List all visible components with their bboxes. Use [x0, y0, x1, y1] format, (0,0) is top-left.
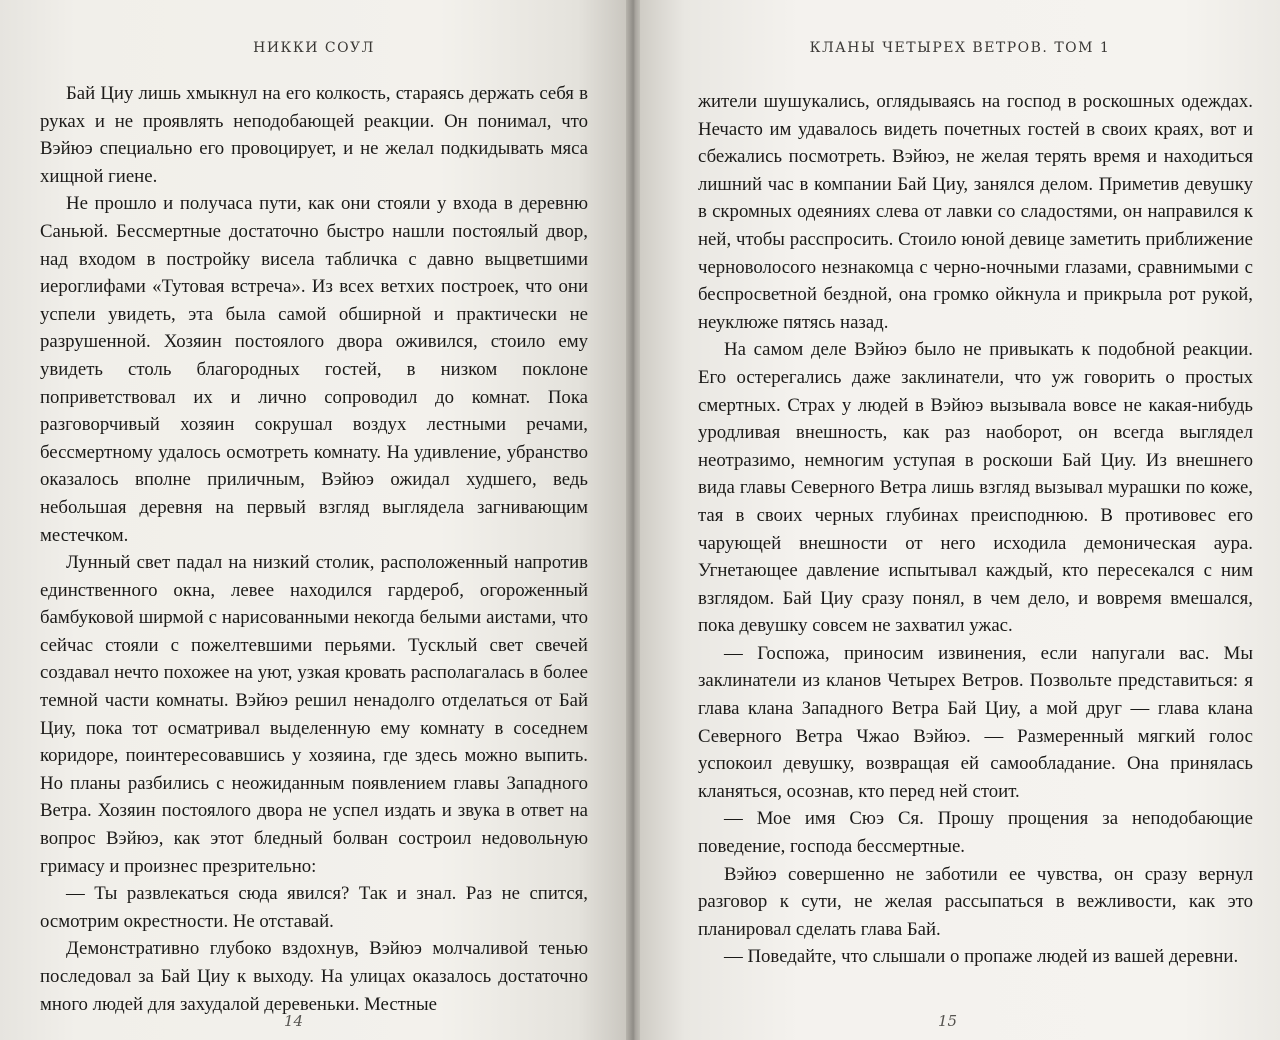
paragraph: — Поведайте, что слышали о пропаже людей из вашей деревни. [724, 946, 1239, 968]
left-page-number: 14 [284, 1012, 304, 1030]
right-page-body [698, 88, 1253, 971]
left-running-head: НИККИ СОУЛ [253, 40, 375, 56]
continued-paragraph: жители шушукались, оглядываясь на господ в роскошных одеждах. Нечасто им удавалось видеть почетных гостей в своих краях, вот и сбежались посмотреть. Вэйюэ, не желая терять время и находиться лишний час в компании Бай Циу, занялся делом. Приметив девушку в скромных одеяниях слева от лавки со сладостями, он направился к ней, чтобы расспросить. Стоило юной девице заметить приближение черноволосого незнакомца с черно-ночными глазами, сравнимыми с беспросветной бездной, она громко ойкнула и прикрыла рот рукой, неуклюже пятясь назад. [698, 91, 1253, 333]
paragraph: Бай Циу лишь хмыкнул на его колкость, стараясь держать себя в руках и не проявлять неподобающей реакции. Он понимал, что Вэйюэ специально его провоцирует, и не желал подкидывать мяса хищной гиене. [40, 83, 588, 187]
right-running-head: КЛАНЫ ЧЕТЫРЕХ ВЕТРОВ. ТОМ 1 [809, 40, 1111, 56]
left-page-body [40, 80, 588, 1018]
paragraph: На самом деле Вэйюэ было не привыкать к подобной реакции. Его остерегались даже заклинатели, что уж говорить о простых смертных. Страх у людей в Вэйюэ вызывала вовсе не какая-нибудь уродливая внешность, как раз наоборот, он всегда выглядел неотразимо, немногим уступая в роскоши Бай Циу. Из внешнего вида главы Северного Ветра лишь взгляд вызывал мурашки по коже, тая в своих черных глубинах преисподнюю. В противовес его чарующей внешности от него исходила демоническая аура. Угнетающее давление испытывал каждый, кто пересекался с ним взглядом. Бай Циу сразу понял, в чем дело, и вовремя вмешался, пока девушку совсем не захватил ужас. [698, 339, 1253, 637]
right-page [640, 0, 1280, 1040]
right-page-number: 15 [938, 1012, 958, 1030]
paragraph: Лунный свет падал на низкий столик, расположенный напротив единственного окна, левее находился гардероб, огороженный бамбуковой ширмой с нарисованными некогда белыми аистами, что сейчас стояли с пожелтевшими перьями. Тусклый свет свечей создавал нечто похожее на уют, узкая кровать располагалась в более темной части комнаты. Вэйюэ решил ненадолго отделаться от Бай Циу, пока тот осматривал выделенную ему комнату в соседнем коридоре, поинтересовавшись у хозяина, где здесь можно выпить. Но планы разбились с неожиданным появлением главы Западного Ветра. Хозяин постоялого двора не успел издать и звука в ответ на вопрос Вэйюэ, как этот бледный болван состроил недовольную гримасу и произнес презрительно: [40, 552, 588, 877]
paragraph: — Ты развлекаться сюда явился? Так и знал. Раз не спится, осмотрим окрестности. Не отставай. [40, 883, 588, 932]
paragraph: Вэйюэ совершенно не заботили ее чувства, он сразу вернул разговор к сути, не желая рассыпаться в вежливости, как это планировал сделать глава Бай. [698, 863, 1253, 940]
paragraph: — Мое имя Сюэ Ся. Прошу прощения за неподобающие поведение, господа бессмертные. [698, 808, 1253, 858]
paragraph: Демонстративно глубоко вздохнув, Вэйюэ молчаливой тенью последовал за Бай Циу к выходу. На улицах оказалось достаточно много людей для захудалой деревеньки. Местные [40, 938, 588, 1015]
left-page [0, 0, 628, 1040]
paragraph: — Госпожа, приносим извинения, если напугали вас. Мы заклинатели из кланов Четырех Ветров. Позвольте представиться: я глава клана Западного Ветра Бай Циу, а мой друг — глава клана Северного Ветра Чжао Вэйюэ. — Размеренный мягкий голос успокоил девушку, возвращая ей самообладание. Она принялась кланяться, осознав, кто перед ней стоит. [698, 642, 1253, 802]
paragraph: Не прошло и получаса пути, как они стояли у входа в деревню Саньюй. Бессмертные достаточно быстро нашли постоялый двор, над входом в постройку висела табличка с давно выцветшими иероглифами «Тутовая встреча». Из всех ветхих построек, что они успели увидеть, эта была самой обширной и практически не разрушенной. Хозяин постоялого двора оживился, стоило ему увидеть столь благородных гостей, в низком поклоне поприветствовал их и лично сопроводил до комнат. Пока разговорчивый хозяин сокрушал воздух лестными речами, бессмертному удалось осмотреть комнату. На удивление, убранство оказалось вполне приличным, Вэйюэ ожидал худшего, ведь небольшая деревня на первый взгляд выглядела загнивающим местечком. [40, 193, 588, 546]
